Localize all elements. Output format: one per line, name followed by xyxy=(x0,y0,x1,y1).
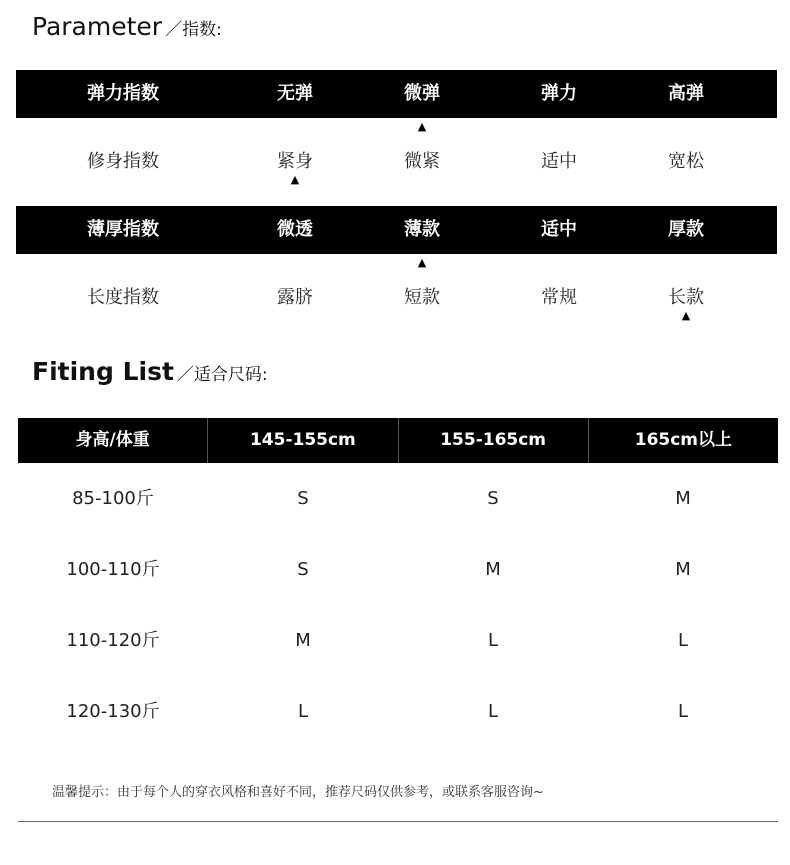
parameter-option: 宽松 xyxy=(668,151,704,172)
size-cell: S xyxy=(487,488,499,509)
parameter-option: 长款 xyxy=(668,287,704,308)
fitting-subtitle: 适合尺码: xyxy=(193,365,268,385)
table-row xyxy=(18,605,778,676)
parameter-label: 长度指数 xyxy=(87,287,159,308)
fitting-title: Fiting List xyxy=(32,357,174,386)
header-cell-145-155: 145-155cm xyxy=(208,418,398,463)
parameter-label: 弹力指数 xyxy=(87,83,159,104)
fitting-heading xyxy=(32,357,268,386)
weight-cell: 110-120斤 xyxy=(66,630,160,651)
size-cell: L xyxy=(487,630,499,651)
parameter-label: 修身指数 xyxy=(87,151,159,172)
header-cell-height-weight: 身高/体重 xyxy=(18,418,208,463)
parameter-option: 常规 xyxy=(541,287,577,308)
parameter-option: 短款 xyxy=(404,287,440,308)
parameter-option: 适中 xyxy=(541,151,577,172)
parameter-row xyxy=(16,274,777,322)
bottom-divider xyxy=(18,821,778,822)
size-cell: S xyxy=(297,559,309,580)
parameter-option: 高弹 xyxy=(668,83,704,104)
size-fitting-table xyxy=(18,418,778,747)
size-cell: M xyxy=(675,488,691,509)
size-cell: M xyxy=(295,630,311,651)
size-cell: M xyxy=(485,559,501,580)
parameter-option: 薄款 xyxy=(404,219,440,240)
size-cell: S xyxy=(297,488,309,509)
heading-separator: ／ xyxy=(176,365,194,385)
selected-marker-icon: ▲ xyxy=(290,173,300,186)
weight-cell: 100-110斤 xyxy=(66,559,160,580)
selected-marker-icon: ▲ xyxy=(417,256,427,269)
header-cell-155-165: 155-165cm xyxy=(399,418,589,463)
parameter-option: 微弹 xyxy=(404,83,440,104)
weight-cell: 85-100斤 xyxy=(72,488,154,509)
selected-marker-icon: ▲ xyxy=(681,309,691,322)
table-row xyxy=(18,463,778,534)
table-row xyxy=(18,534,778,605)
parameter-row xyxy=(16,138,777,186)
parameter-row xyxy=(16,70,777,118)
size-cell: L xyxy=(677,701,689,722)
parameter-option: 紧身 xyxy=(277,151,313,172)
size-cell: M xyxy=(675,559,691,580)
parameter-heading xyxy=(32,12,222,41)
parameter-option: 弹力 xyxy=(541,83,577,104)
size-tip-note: 温馨提示：由于每个人的穿衣风格和喜好不同，推荐尺码仅供参考，或联系客服咨询~ xyxy=(52,785,544,800)
parameter-option: 露脐 xyxy=(277,287,313,308)
parameter-row xyxy=(16,206,777,254)
size-cell: L xyxy=(677,630,689,651)
parameter-label: 薄厚指数 xyxy=(87,219,159,240)
header-cell-165-plus: 165cm以上 xyxy=(634,430,733,450)
parameter-subtitle: 指数: xyxy=(182,20,222,40)
selected-marker-icon: ▲ xyxy=(417,120,427,133)
parameter-option: 适中 xyxy=(541,219,577,240)
weight-cell: 120-130斤 xyxy=(66,701,160,722)
parameter-option: 微紧 xyxy=(404,151,440,172)
parameter-option: 厚款 xyxy=(668,219,704,240)
parameter-option: 无弹 xyxy=(277,83,313,104)
parameter-title: Parameter xyxy=(32,12,163,41)
heading-separator: ／ xyxy=(165,20,183,40)
table-row xyxy=(18,676,778,747)
size-cell: L xyxy=(487,701,499,722)
fitting-header-row xyxy=(18,418,778,463)
size-cell: L xyxy=(297,701,309,722)
parameter-option: 微透 xyxy=(277,219,313,240)
